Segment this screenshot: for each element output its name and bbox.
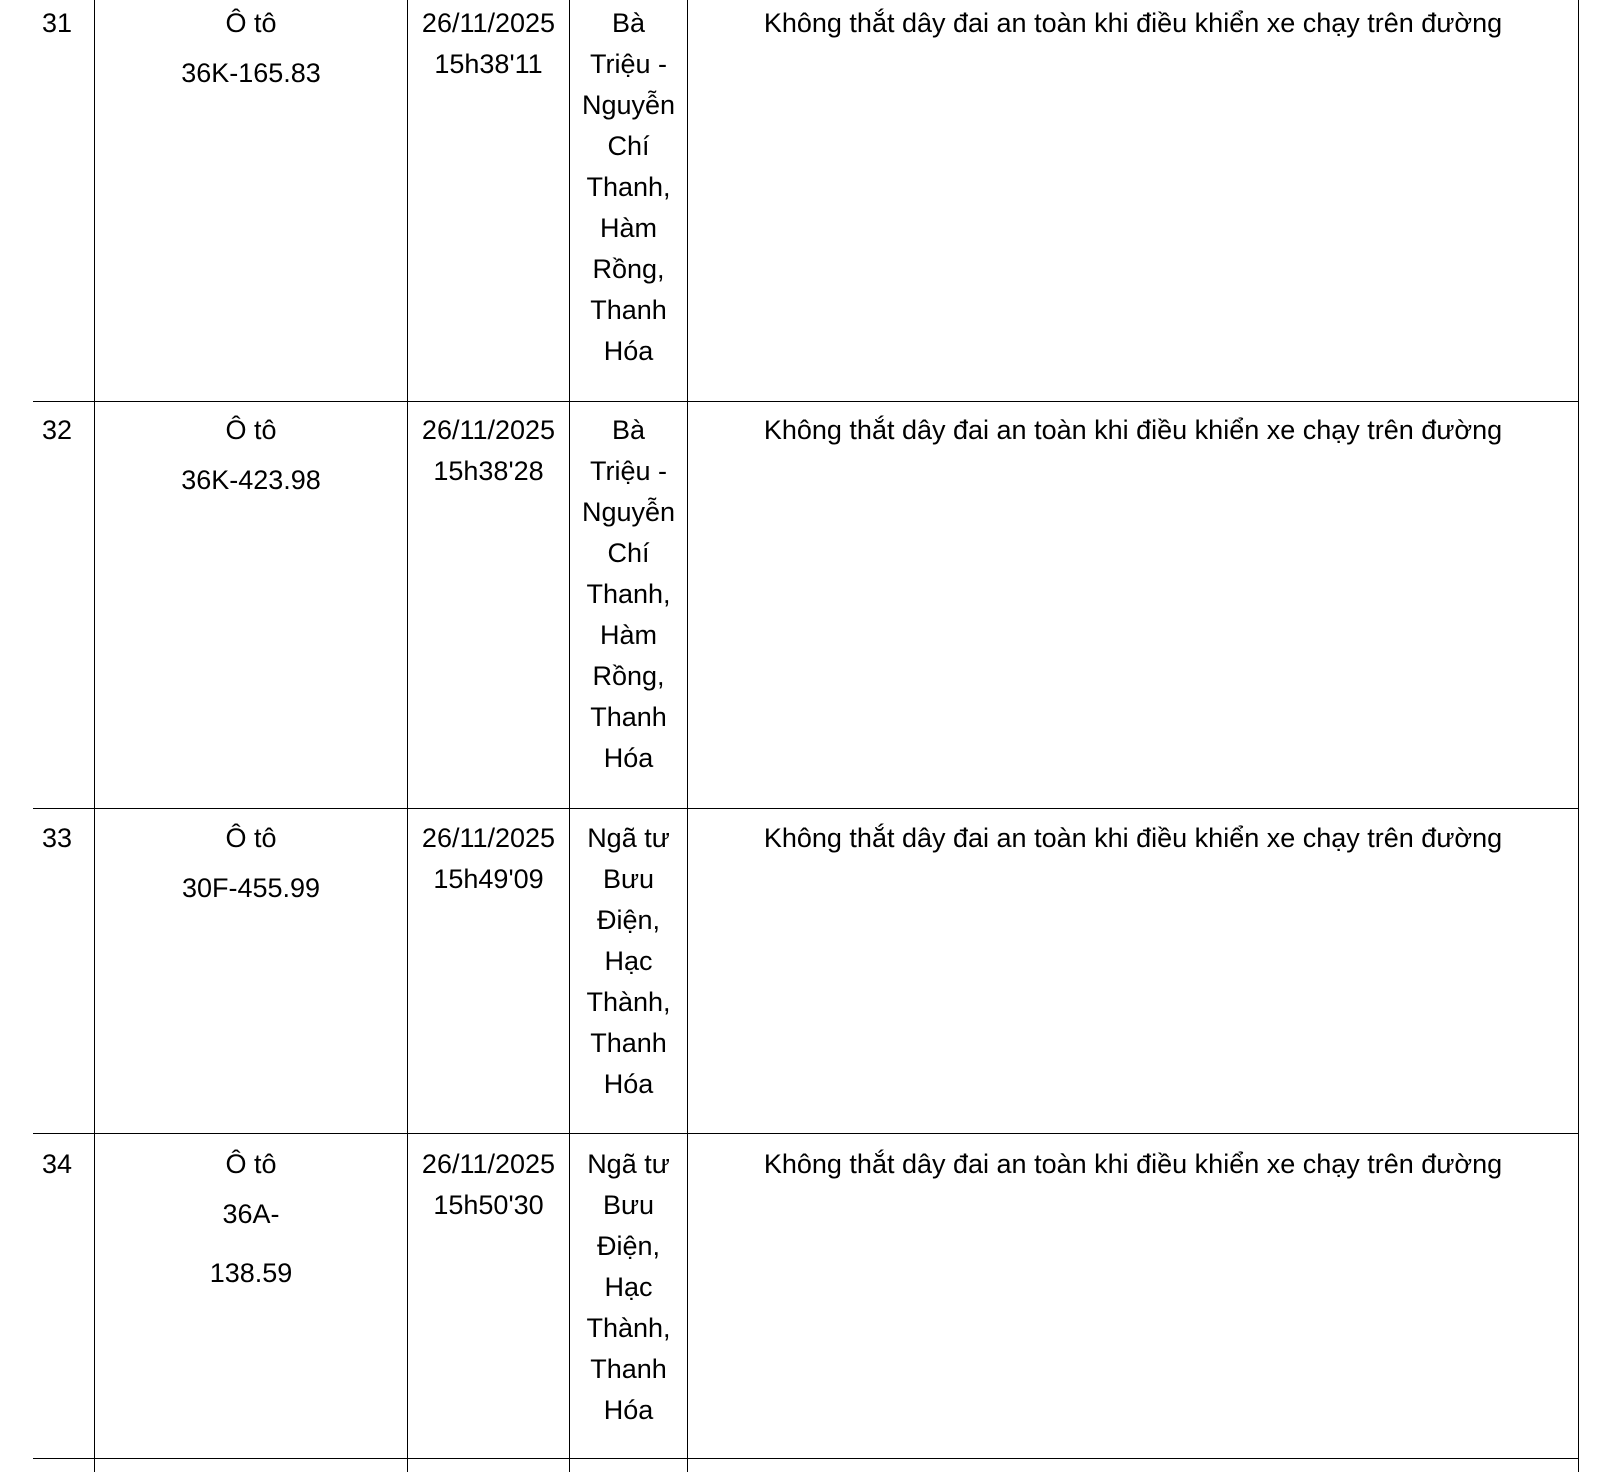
location-cell — [570, 818, 687, 1105]
location-line: Hạc — [604, 1272, 653, 1302]
location-line: Bà — [611, 8, 646, 38]
datetime-cell — [408, 3, 569, 85]
vehicle-type: Ô tô — [225, 415, 277, 445]
location-line: Thành, — [586, 1313, 671, 1343]
license-plate: 36K-423.98 — [181, 465, 321, 495]
location-line: Chí — [607, 538, 650, 568]
violation-time: 15h38'28 — [433, 456, 544, 486]
violation-date: 26/11/2025 — [421, 415, 556, 445]
location-line: Rồng, — [592, 661, 665, 691]
row-number: 32 — [42, 415, 73, 445]
location-line: Hóa — [603, 1069, 654, 1099]
location-line: Điện, — [596, 905, 661, 935]
location-line: Thanh, — [586, 172, 671, 202]
location-line: Triệu - — [589, 49, 667, 79]
location-line: Nguyễn — [581, 497, 676, 527]
location-line: Triệu - — [589, 456, 667, 486]
vehicle-cell — [95, 3, 407, 103]
license-plate-part: 138.59 — [209, 1258, 293, 1288]
location-line: Bà — [611, 415, 646, 445]
location-line: Hóa — [603, 336, 654, 366]
location-line: Thanh — [590, 1028, 667, 1058]
vehicle-cell — [95, 818, 407, 918]
datetime-cell — [408, 1144, 569, 1226]
vehicle-cell — [95, 1144, 407, 1303]
license-plate-part: 36A- — [222, 1199, 280, 1229]
violation-description: Không thắt dây đai an toàn khi điều khiển xe chạy trên đường — [763, 823, 1503, 853]
column-border — [687, 0, 688, 1472]
row-number: 33 — [42, 823, 73, 853]
row-number: 34 — [42, 1149, 73, 1179]
row-border — [33, 401, 1578, 402]
location-line: Thành, — [586, 987, 671, 1017]
violation-date: 26/11/2025 — [421, 8, 556, 38]
violation-date: 26/11/2025 — [421, 1149, 556, 1179]
location-line: Thanh, — [586, 579, 671, 609]
location-cell — [570, 3, 687, 372]
violation-description: Không thắt dây đai an toàn khi điều khiển xe chạy trên đường — [763, 1149, 1503, 1179]
violation-date: 26/11/2025 — [421, 823, 556, 853]
location-line: Thanh — [590, 1354, 667, 1384]
location-line: Thanh — [590, 702, 667, 732]
row-border — [33, 808, 1578, 809]
location-line: Ngã tư — [587, 823, 670, 853]
location-line: Ngã tư — [587, 1149, 670, 1179]
location-line: Nguyễn — [581, 90, 676, 120]
row-border — [33, 1133, 1578, 1134]
datetime-cell — [408, 410, 569, 492]
location-line: Hàm — [599, 213, 657, 243]
location-line: Bưu — [602, 1190, 655, 1220]
violation-description: Không thắt dây đai an toàn khi điều khiển xe chạy trên đường — [763, 8, 1503, 38]
violation-time: 15h50'30 — [433, 1190, 544, 1220]
location-line: Bưu — [602, 864, 655, 894]
location-line: Chí — [607, 131, 650, 161]
location-line: Hàm — [599, 620, 657, 650]
vehicle-type: Ô tô — [225, 8, 277, 38]
location-line: Hóa — [603, 1395, 654, 1425]
violation-description: Không thắt dây đai an toàn khi điều khiển xe chạy trên đường — [763, 415, 1503, 445]
column-border — [1578, 0, 1579, 1472]
vehicle-type: Ô tô — [225, 823, 277, 853]
row-border — [33, 1458, 1578, 1459]
location-cell — [570, 1144, 687, 1431]
column-border — [407, 0, 408, 1472]
vehicle-type: Ô tô — [225, 1149, 277, 1179]
license-plate: 36K-165.83 — [181, 58, 321, 88]
location-line: Hóa — [603, 743, 654, 773]
row-number: 31 — [42, 8, 73, 38]
violation-time: 15h49'09 — [433, 864, 544, 894]
violation-time: 15h38'11 — [434, 49, 543, 79]
datetime-cell — [408, 818, 569, 900]
location-line: Hạc — [604, 946, 653, 976]
location-line: Điện, — [596, 1231, 661, 1261]
location-cell — [570, 410, 687, 779]
license-plate: 30F-455.99 — [181, 873, 321, 903]
location-line: Thanh — [590, 295, 667, 325]
vehicle-cell — [95, 410, 407, 510]
location-line: Rồng, — [592, 254, 665, 284]
